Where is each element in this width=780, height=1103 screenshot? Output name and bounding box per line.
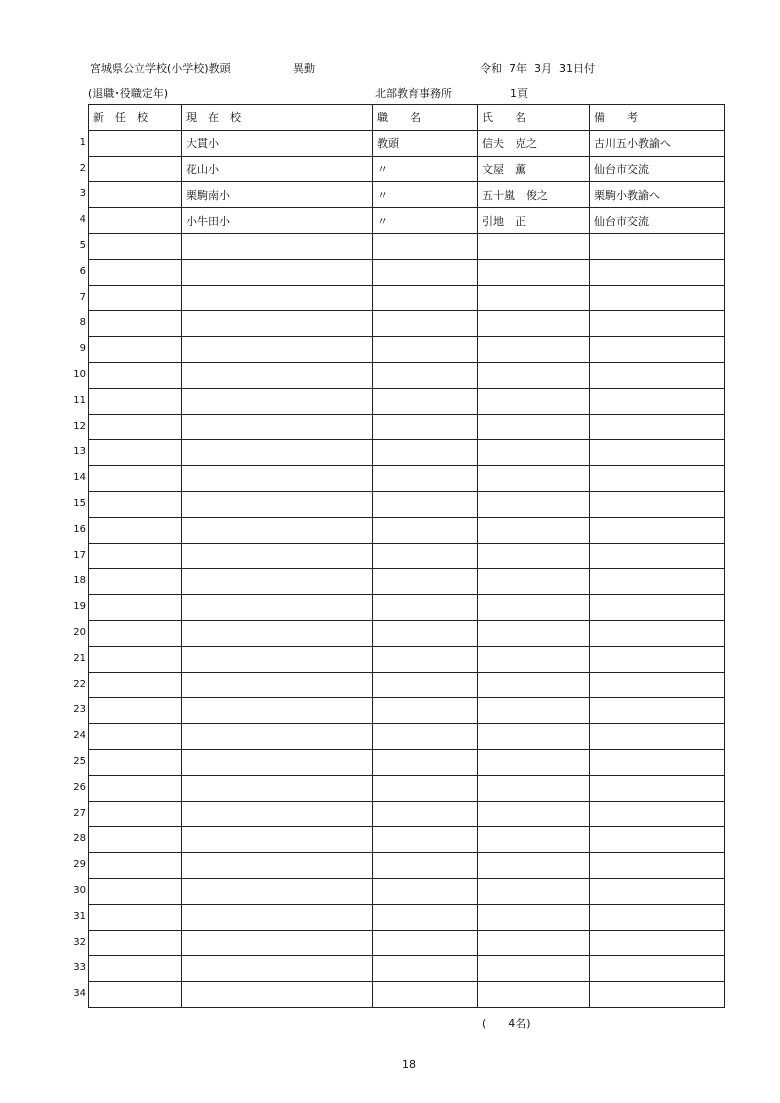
cell-new-school [89,388,182,414]
cell-current-school [182,698,373,724]
cell-name [478,259,590,285]
table-row [89,698,725,724]
table-row [89,182,725,208]
row-number: 14 [73,472,86,484]
table-row [89,233,725,259]
table-row [89,388,725,414]
cell-new-school [89,646,182,672]
cell-new-school [89,853,182,879]
table-row [89,311,725,337]
cell-position [373,440,478,466]
cell-new-school [89,982,182,1008]
cell-position [373,801,478,827]
cell-name [478,878,590,904]
cell-current-school [182,724,373,750]
cell-position [373,285,478,311]
staff-count: ( 4名) [482,1017,531,1030]
page-label: 1頁 [510,87,528,100]
table-row [89,130,725,156]
cell-new-school [89,285,182,311]
cell-new-school [89,311,182,337]
cell-note [590,233,725,259]
table-row [89,672,725,698]
cell-new-school [89,233,182,259]
cell-position [373,904,478,930]
cell-new-school [89,466,182,492]
cell-note [590,517,725,543]
cell-position [373,233,478,259]
cell-name [478,982,590,1008]
cell-name [478,414,590,440]
cell-current-school [182,543,373,569]
cell-note [590,982,725,1008]
row-number: 15 [73,498,86,509]
cell-current-school [182,775,373,801]
cell-note [590,440,725,466]
cell-current-school [182,878,373,904]
cell-note [590,337,725,363]
cell-new-school [89,259,182,285]
cell-new-school [89,904,182,930]
cell-position [373,672,478,698]
cell-current-school [182,285,373,311]
table-row [89,440,725,466]
cell-position [373,930,478,956]
column-header-new-school: 新 任 校 [89,105,182,131]
cell-note: 仙台市交流 [590,208,725,234]
cell-name [478,543,590,569]
cell-new-school [89,517,182,543]
cell-name [478,646,590,672]
cell-note [590,569,725,595]
cell-name [478,698,590,724]
row-number: 28 [73,833,86,845]
cell-new-school [89,569,182,595]
cell-position [373,259,478,285]
cell-name [478,362,590,388]
cell-name [478,853,590,879]
table-row [89,543,725,569]
cell-note [590,904,725,930]
table-row [89,208,725,234]
cell-position [373,620,478,646]
cell-position [373,491,478,517]
cell-new-school [89,775,182,801]
cell-name: 五十嵐 俊之 [478,182,590,208]
table-row [89,620,725,646]
cell-name [478,904,590,930]
cell-note [590,801,725,827]
cell-current-school: 大貫小 [182,130,373,156]
cell-position [373,569,478,595]
cell-current-school [182,827,373,853]
cell-position: 〃 [373,156,478,182]
cell-name [478,724,590,750]
cell-name [478,620,590,646]
cell-current-school [182,414,373,440]
row-number: 13 [73,446,86,458]
cell-note [590,672,725,698]
cell-current-school [182,982,373,1008]
cell-note [590,930,725,956]
cell-note [590,827,725,853]
row-number: 26 [73,781,86,793]
row-number: 33 [73,962,86,974]
cell-name [478,311,590,337]
row-number: 34 [73,988,86,1000]
cell-position [373,956,478,982]
cell-current-school [182,672,373,698]
table-row [89,259,725,285]
row-number: 16 [73,523,86,535]
cell-new-school [89,930,182,956]
table-row [89,956,725,982]
cell-name [478,440,590,466]
cell-name [478,930,590,956]
row-number: 21 [73,652,86,664]
cell-note [590,543,725,569]
cell-position [373,388,478,414]
page-number: 18 [402,1058,416,1071]
cell-position [373,775,478,801]
row-number: 20 [73,627,86,638]
document-kind: 異動 [293,62,315,75]
cell-new-school [89,827,182,853]
row-number: 11 [73,394,86,406]
cell-note [590,749,725,775]
cell-note: 仙台市交流 [590,156,725,182]
row-number: 27 [73,807,86,819]
cell-current-school [182,749,373,775]
table-row [89,930,725,956]
cell-position: 〃 [373,208,478,234]
cell-current-school [182,930,373,956]
cell-name [478,285,590,311]
table-row [89,466,725,492]
row-number: 22 [73,678,86,690]
cell-note [590,775,725,801]
cell-current-school [182,466,373,492]
table-row [89,517,725,543]
cell-new-school [89,801,182,827]
cell-name [478,466,590,492]
column-header-note: 備 考 [590,105,725,131]
cell-note [590,466,725,492]
row-number: 18 [73,575,86,587]
table-row [89,775,725,801]
cell-name [478,233,590,259]
cell-name [478,388,590,414]
cell-name [478,827,590,853]
cell-name [478,569,590,595]
cell-position [373,749,478,775]
cell-note [590,414,725,440]
row-number: 31 [73,910,86,922]
cell-note [590,620,725,646]
cell-position [373,466,478,492]
row-number: 12 [73,420,86,432]
table-row [89,904,725,930]
cell-new-school [89,543,182,569]
row-number: 2 [79,162,86,174]
cell-note [590,388,725,414]
cell-note [590,878,725,904]
document-title: 宮城県公立学校(小学校)教頭 [90,62,231,75]
cell-new-school [89,440,182,466]
cell-position [373,311,478,337]
cell-name [478,595,590,621]
cell-current-school: 花山小 [182,156,373,182]
table-row [89,801,725,827]
cell-name [478,337,590,363]
row-number: 32 [73,936,86,948]
cell-note [590,646,725,672]
table-row [89,156,725,182]
cell-current-school: 栗駒南小 [182,182,373,208]
cell-position [373,982,478,1008]
row-number: 30 [73,885,86,896]
cell-note [590,285,725,311]
row-number: 29 [73,859,86,871]
cell-new-school [89,595,182,621]
cell-current-school [182,620,373,646]
row-number: 4 [79,214,86,226]
cell-note [590,956,725,982]
cell-name [478,775,590,801]
cell-new-school [89,956,182,982]
row-number: 9 [79,343,86,355]
cell-new-school [89,156,182,182]
office-name: 北部教育事務所 [375,87,452,100]
cell-current-school [182,233,373,259]
cell-name [478,491,590,517]
table-row [89,491,725,517]
cell-note [590,491,725,517]
row-number: 3 [79,188,86,200]
cell-new-school [89,337,182,363]
cell-new-school [89,130,182,156]
cell-position [373,853,478,879]
cell-current-school [182,337,373,363]
cell-new-school [89,698,182,724]
row-number: 6 [79,265,86,277]
cell-name: 信夫 克之 [478,130,590,156]
cell-new-school [89,878,182,904]
cell-position [373,724,478,750]
cell-name [478,749,590,775]
table-row [89,285,725,311]
table-row [89,982,725,1008]
cell-current-school [182,362,373,388]
table-row [89,595,725,621]
cell-current-school [182,440,373,466]
table-row [89,337,725,363]
cell-note [590,311,725,337]
cell-new-school [89,414,182,440]
row-number: 8 [79,317,86,329]
cell-current-school [182,259,373,285]
cell-new-school [89,182,182,208]
cell-new-school [89,620,182,646]
cell-name [478,672,590,698]
cell-note [590,698,725,724]
row-number: 5 [79,240,86,251]
cell-position: 〃 [373,182,478,208]
cell-position [373,414,478,440]
cell-new-school [89,362,182,388]
cell-new-school [89,672,182,698]
table-row [89,724,725,750]
cell-current-school: 小牛田小 [182,208,373,234]
cell-name [478,801,590,827]
cell-new-school [89,491,182,517]
cell-position [373,337,478,363]
row-number: 23 [73,704,86,716]
cell-note: 栗駒小教諭へ [590,182,725,208]
cell-position [373,543,478,569]
cell-position [373,595,478,621]
cell-note [590,259,725,285]
row-number: 1 [79,136,86,148]
column-header-current-school: 現 在 校 [182,105,373,131]
document-subtitle: (退職･役職定年) [88,87,169,100]
personnel-table [88,104,725,1008]
cell-position: 教頭 [373,130,478,156]
cell-new-school [89,208,182,234]
cell-position [373,827,478,853]
table-row [89,362,725,388]
table-row [89,646,725,672]
table-row [89,414,725,440]
cell-note [590,362,725,388]
cell-position [373,878,478,904]
cell-current-school [182,646,373,672]
cell-name: 文屋 薫 [478,156,590,182]
row-number: 19 [73,601,86,613]
cell-current-school [182,595,373,621]
cell-name [478,956,590,982]
row-number: 7 [79,291,86,303]
cell-current-school [182,801,373,827]
column-header-name: 氏 名 [478,105,590,131]
cell-name [478,517,590,543]
cell-note: 古川五小教諭へ [590,130,725,156]
cell-new-school [89,724,182,750]
table-row [89,749,725,775]
cell-current-school [182,853,373,879]
table-row [89,878,725,904]
cell-current-school [182,311,373,337]
table-header-row [89,105,725,131]
cell-position [373,362,478,388]
cell-current-school [182,569,373,595]
row-number: 25 [73,756,86,767]
cell-current-school [182,956,373,982]
table-row [89,827,725,853]
row-number: 24 [73,730,86,742]
cell-note [590,853,725,879]
cell-current-school [182,904,373,930]
table-row [89,569,725,595]
row-number: 10 [73,369,86,380]
cell-note [590,724,725,750]
table-row [89,853,725,879]
cell-new-school [89,749,182,775]
document-date: 令和 7年 3月 31日付 [480,62,595,75]
cell-position [373,698,478,724]
row-number: 17 [73,549,86,561]
cell-position [373,517,478,543]
cell-note [590,595,725,621]
cell-current-school [182,517,373,543]
cell-position [373,646,478,672]
cell-current-school [182,491,373,517]
cell-name: 引地 正 [478,208,590,234]
cell-current-school [182,388,373,414]
column-header-position: 職 名 [373,105,478,131]
